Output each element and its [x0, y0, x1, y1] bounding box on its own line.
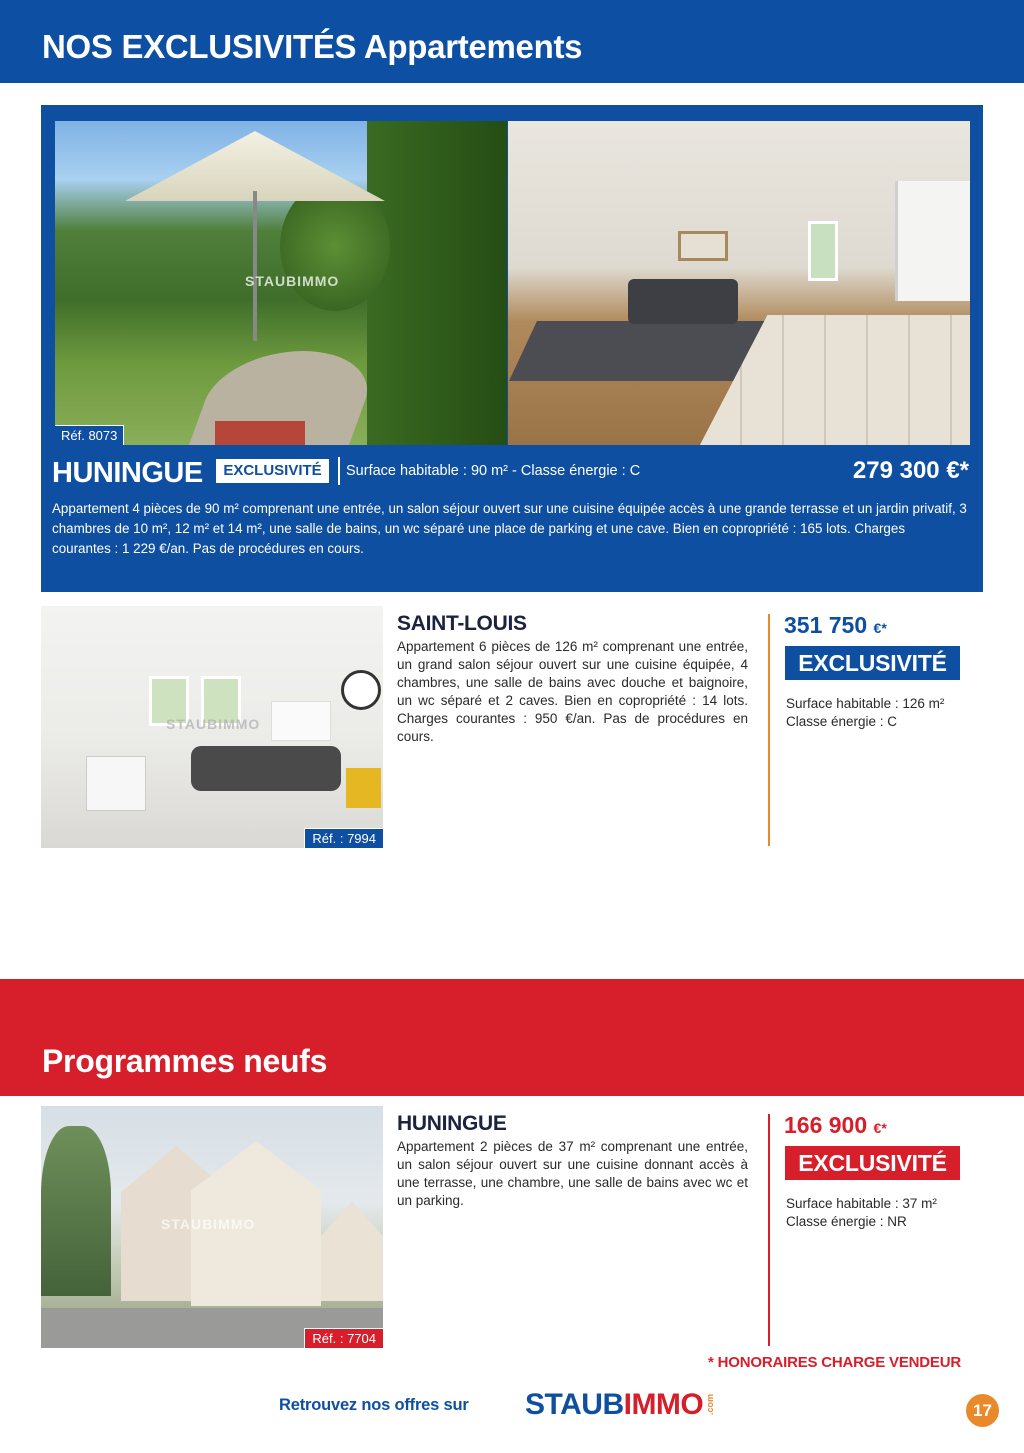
watermark-logo: STAUBIMMO	[245, 273, 340, 289]
listing-description: Appartement 2 pièces de 37 m² comprenant une entrée, un salon séjour ouvert sur une cuisine donnant accès à une terrasse, une chambre, une salle de bains avec wc et un parking.	[397, 1139, 748, 1208]
listing-ref: Réf. : 7704	[304, 1328, 383, 1348]
listing-ref: Réf. : 7994	[304, 828, 383, 848]
listing-energy-class: Classe énergie : NR	[786, 1214, 907, 1229]
featured-exclusive-badge: EXCLUSIVITÉ	[216, 459, 329, 483]
featured-listing[interactable]	[41, 105, 983, 592]
listing-surface: Surface habitable : 37 m²	[786, 1196, 937, 1211]
listing-price: 166 900 €*	[784, 1112, 887, 1138]
watermark-logo: STAUBIMMO	[161, 1216, 256, 1232]
listing-surface: Surface habitable : 126 m²	[786, 696, 945, 711]
page-header	[0, 0, 1024, 83]
fees-note: * HONORAIRES CHARGE VENDEUR	[708, 1354, 961, 1371]
listing-city: SAINT-LOUIS	[397, 612, 527, 635]
listing-energy-class: Classe énergie : C	[786, 714, 898, 729]
divider	[768, 614, 770, 846]
saint-louis-photo	[41, 606, 383, 848]
featured-city: HUNINGUE	[52, 457, 203, 489]
staubimmo-logo[interactable]: STAUB IMMO .com	[525, 1388, 716, 1421]
watermark-logo: STAUBIMMO	[166, 716, 261, 732]
listing-price: 351 750 €*	[784, 612, 887, 638]
listing-description: Appartement 6 pièces de 126 m² comprenant une entrée, un grand salon séjour ouvert sur une cuisine équipée, 4 chambres, une salle de bains avec douche et baignoire, un wc séparé et 2 caves. Bien en copropriété : 14 lots. Charges courantes : 950 €/an. Pas de procédures en cours.	[397, 639, 748, 744]
featured-specs: Surface habitable : 90 m² - Classe énergie : C	[346, 463, 641, 479]
exclusive-badge: EXCLUSIVITÉ	[785, 1146, 960, 1180]
section-banner	[0, 979, 1024, 1096]
section-title: Programmes neufs	[42, 1043, 328, 1079]
listing-city: HUNINGUE	[397, 1112, 507, 1135]
living-room-photo	[508, 121, 970, 445]
listing-saint-louis[interactable]	[41, 606, 983, 848]
divider	[338, 457, 340, 485]
page-number: 17	[966, 1394, 999, 1427]
page-title: NOS EXCLUSIVITÉS Appartements	[42, 28, 583, 65]
listing-huningue-new[interactable]	[41, 1106, 983, 1348]
featured-ref: Réf. 8073	[55, 425, 124, 445]
featured-description: Appartement 4 pièces de 90 m² comprenant une entrée, un salon séjour ouvert sur une cuisine équipée accès à une grande terrasse et un jardin privatif, 3 chambres de 10 m², 12 m² et 14 m², une salle de bains, un wc séparé une place de parking et une cave. Bien en copropriété : 165 lots. Charges courantes : 1 229 €/an. Pas de procédures en cours.	[52, 501, 967, 556]
garden-photo	[55, 121, 507, 445]
exclusive-badge: EXCLUSIVITÉ	[785, 646, 960, 680]
featured-price: 279 300 €*	[852, 457, 969, 484]
divider	[768, 1114, 770, 1346]
offers-text: Retrouvez nos offres sur	[279, 1396, 469, 1414]
new-build-photo	[41, 1106, 383, 1348]
